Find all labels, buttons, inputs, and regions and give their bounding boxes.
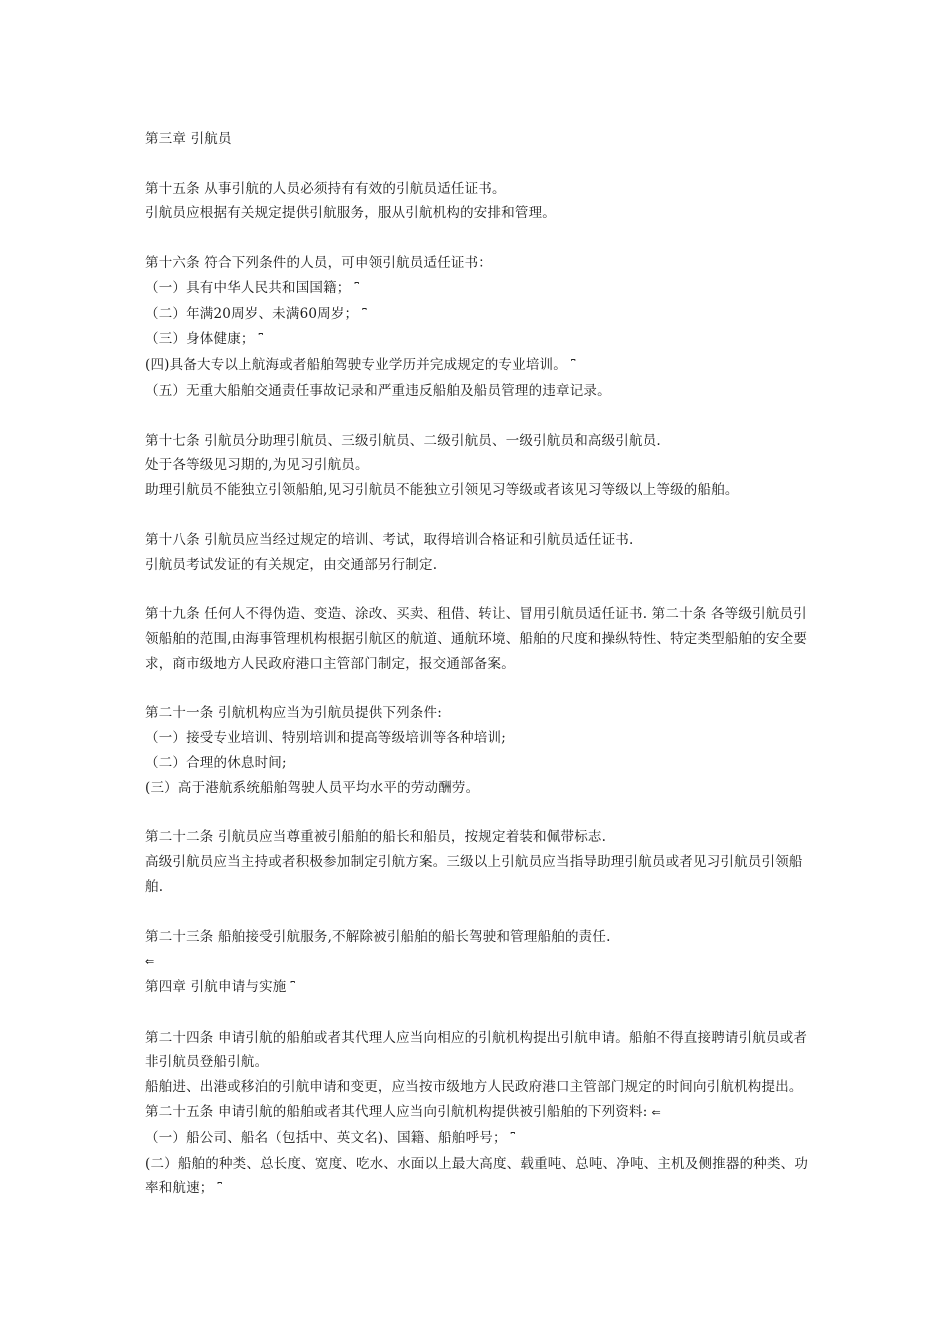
paragraph-mark-icon: ⎴ <box>354 281 360 295</box>
blank-line <box>145 503 815 528</box>
article-17-line-1 <box>145 429 815 454</box>
article-25-item-2 <box>145 1152 815 1203</box>
article-16-line-1 <box>145 251 815 276</box>
list-item-text: （一）接受专业培训、特别培训和提高等级培训等各种培训; <box>145 730 506 747</box>
document-body <box>145 127 815 1202</box>
article-17-text: 处于各等级见习期的,为见习引航员。 <box>145 457 369 474</box>
article-18-line-1 <box>145 528 815 553</box>
article-21-item-1 <box>145 726 815 751</box>
paragraph-mark-icon: ⎴ <box>570 359 576 373</box>
article-18-text: 引航员考试发证的有关规定，由交通部另行制定. <box>145 556 438 573</box>
article-16-item-5 <box>145 379 815 404</box>
article-21-item-3 <box>145 776 815 801</box>
article-15-text: 第十五条 从事引航的人员必须持有有效的引航员适任证书。 <box>145 180 506 197</box>
blank-line <box>145 577 815 602</box>
article-23-mark-line <box>145 949 815 975</box>
article-24-paragraph-1: 第二十四条 申请引航的船舶或者其代理人应当向相应的引航机构提出引航申请。船舶不得直接聘请引航员或者非引航员登船引航。 <box>145 1029 808 1071</box>
article-16-text: 第十六条 符合下列条件的人员，可申领引航员适任证书： <box>145 254 492 271</box>
chapter-3-heading <box>145 127 815 152</box>
article-17-text: 第十七条 引航员分助理引航员、三级引航员、二级引航员、一级引航员和高级引航员. <box>145 432 661 449</box>
blank-line <box>145 226 815 251</box>
article-16-item-1 <box>145 276 815 302</box>
article-23-text: 第二十三条 船舶接受引航服务,不解除被引船舶的船长驾驶和管理船舶的责任. <box>145 928 611 945</box>
article-17-line-3 <box>145 478 815 503</box>
article-18-text: 第十八条 引航员应当经过规定的培训、考试，取得培训合格证和引航员适任证书. <box>145 531 634 548</box>
article-17-line-2 <box>145 453 815 478</box>
article-21-line-1 <box>145 701 815 726</box>
article-24-paragraph-2: 船舶进、出港或移泊的引航申请和变更，应当按市级地方人民政府港口主管部门规定的时间向引航机构提出。 <box>145 1079 803 1096</box>
blank-line <box>145 801 815 826</box>
article-21-text: 第二十一条 引航机构应当为引航员提供下列条件: <box>145 705 442 722</box>
article-15-line-2 <box>145 201 815 226</box>
blank-line <box>145 1001 815 1026</box>
paragraph-mark-icon: ⎴ <box>362 307 367 321</box>
blank-line <box>145 900 815 925</box>
paragraph-mark-icon: ⎴ <box>217 1182 223 1196</box>
arrow-mark-icon: ⇐ <box>145 955 155 969</box>
blank-line <box>145 152 815 177</box>
article-25-line-1 <box>145 1100 815 1126</box>
list-item-text: （五）无重大船舶交通责任事故记录和严重违反船舶及船员管理的违章记录。 <box>145 382 611 399</box>
article-16-item-4 <box>145 353 815 379</box>
article-16-item-3 <box>145 327 815 353</box>
article-25-item-1 <box>145 1126 815 1152</box>
list-item-text: (三）高于港航系统船舶驾驶人员平均水平的劳动酬劳。 <box>145 779 480 796</box>
article-23-line-1 <box>145 925 815 950</box>
list-item-text: （一）具有中华人民共和国国籍； <box>145 279 351 296</box>
paragraph-mark-icon: ⎴ <box>510 1131 516 1145</box>
arrow-mark-icon: ⇐ <box>651 1106 661 1120</box>
article-22-text: 第二十二条 引航员应当尊重被引船舶的船长和船员，按规定着装和佩带标志. <box>145 829 607 846</box>
article-19-20-paragraph: 第十九条 任何人不得伪造、变造、涂改、买卖、租借、转让、冒用引航员适任证书. 第二十条 各等级引航员引领船舶的范围,由海事管理机构根据引航区的航道、通航环境、船舶的尺度和操纵特性、特定类型船舶的安全要求，商市级地方人民政府港口主管部门制定，报交通部备案。 <box>145 606 808 672</box>
paragraph-mark-icon: ⎴ <box>290 981 296 995</box>
chapter-4-heading <box>145 975 815 1001</box>
article-22-paragraph-2: 高级引航员应当主持或者积极参加制定引航方案。三级以上引航员应当指导助理引航员或者见习引航员引领船舶. <box>145 854 803 895</box>
blank-line <box>145 404 815 429</box>
article-15-line-1 <box>145 177 815 202</box>
list-item-text: (二）船舶的种类、总长度、宽度、吃水、水面以上最大高度、载重吨、总吨、净吨、主机及侧推器的种类、功率和航速； <box>145 1155 809 1197</box>
article-15-text: 引航员应根据有关规定提供引航服务，服从引航机构的安排和管理。 <box>145 205 556 222</box>
article-18-line-2 <box>145 553 815 578</box>
list-item-text: （二）年满20周岁、未满60周岁； <box>145 305 359 322</box>
article-25-text: 第二十五条 申请引航的船舶或者其代理人应当向引航机构提供被引船舶的下列资料: <box>145 1104 648 1121</box>
article-21-item-2 <box>145 751 815 776</box>
list-item-text: （二）合理的休息时间; <box>145 754 287 771</box>
paragraph-mark-icon: ⎴ <box>258 333 264 347</box>
list-item-text: （三）身体健康； <box>145 331 255 348</box>
list-item-text: (四)具备大专以上航海或者船舶驾驶专业学历并完成规定的专业培训。 <box>145 357 567 374</box>
article-16-item-2 <box>145 302 815 328</box>
chapter-3-title: 第三章 引航员 <box>145 131 232 147</box>
chapter-4-title: 第四章 引航申请与实施 <box>145 979 287 996</box>
blank-line <box>145 677 815 702</box>
article-22-line-1 <box>145 825 815 850</box>
article-17-text: 助理引航员不能独立引领船舶,见习引航员不能独立引领见习等级或者该见习等级以上等级的船舶。 <box>145 482 739 499</box>
list-item-text: （一）船公司、船名（包括中、英文名)、国籍、船舶呼号； <box>145 1129 507 1146</box>
